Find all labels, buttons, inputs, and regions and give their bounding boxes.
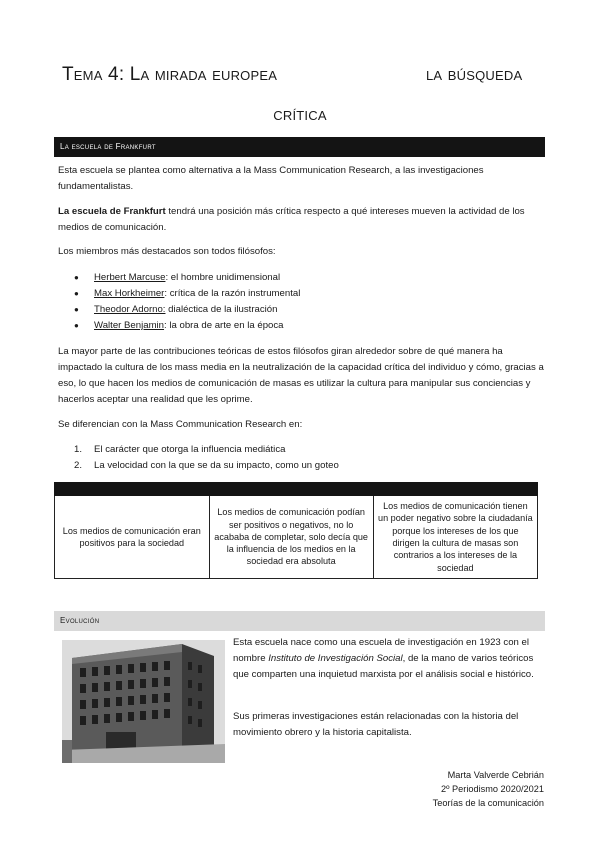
- table-cell: Los medios de comunicación tienen un poder negativo sobre la ciudadanía porque los intereses de los que dirigen la cultura de masas son contrarios a los intereses de la sociedad: [373, 496, 537, 579]
- member-name-link[interactable]: Max Horkheimer: [94, 288, 165, 299]
- table-cell: Los medios de comunicación eran positivos para la sociedad: [55, 496, 210, 579]
- member-name-link[interactable]: Walter Benjamin: [94, 320, 165, 331]
- bold-school-name: La escuela de Frankfurt: [58, 206, 166, 217]
- differences-list: [74, 442, 339, 474]
- comparison-table: [54, 482, 538, 579]
- paragraph-members-intro: Los miembros más destacados son todos filósofos:: [58, 246, 276, 257]
- bullet-icon: ●: [74, 289, 79, 298]
- paragraph-origin: [233, 635, 545, 683]
- origin-text-a: Esta escuela nace como una escuela de investigación en 1923 con el nombre: [233, 637, 530, 664]
- list-item: [74, 442, 339, 458]
- table-header-row: [55, 483, 538, 496]
- list-item: [74, 318, 300, 334]
- table-header-cell: [55, 483, 210, 496]
- section-heading-evolucion: Evolución: [54, 611, 545, 631]
- member-work: dialéctica de la ilustración: [165, 304, 278, 315]
- member-name-link[interactable]: Theodor Adorno:: [94, 304, 166, 315]
- section-heading-frankfurt: La escuela de Frankfurt: [54, 137, 545, 157]
- bullet-icon: ●: [74, 321, 79, 330]
- members-list: [74, 270, 300, 334]
- list-item: [74, 270, 300, 286]
- building-photo-image: [62, 640, 225, 763]
- bullet-icon: ●: [74, 305, 79, 314]
- table-header-cell: [373, 483, 537, 496]
- building-photo: [62, 640, 225, 763]
- footer-author: Marta Valverde Cebrián: [447, 770, 544, 780]
- list-item: [74, 302, 300, 318]
- page-title-part3: crítica: [273, 104, 327, 125]
- paragraph-contributions: La mayor parte de las contribuciones teóricas de estos filósofos giran alrededor sobre de qué manera ha impactado la cultura de los mass media en la neutralización de la capacidad crítica del individuo y cómo, gracias a eso, lo que hacen los medios de comunicación de masas es utilizar la cultura para manipular sus conciencias y hacerlos aceptar una realidad que les oprime.: [58, 346, 544, 405]
- member-work: : crítica de la razón instrumental: [164, 288, 301, 299]
- bullet-icon: ●: [74, 273, 79, 282]
- origin-text-b: , de la mano de varios teóricos que comparten una inquietud marxista por el análisis social e histórico.: [233, 653, 534, 680]
- member-name-link[interactable]: Herbert Marcuse: [94, 272, 166, 283]
- footer-subject: Teorías de la comunicación: [432, 798, 544, 808]
- list-number: 1.: [74, 444, 83, 455]
- list-number: 2.: [74, 460, 83, 471]
- member-work: : el hombre unidimensional: [165, 272, 281, 283]
- paragraph-first-research: Sus primeras investigaciones están relacionadas con la historia del movimiento obrero y la historia capitalista.: [233, 711, 519, 738]
- member-work: : la obra de arte en la época: [164, 320, 284, 331]
- difference-text: La velocidad con la que se da su impacto, como un goteo: [94, 460, 339, 471]
- list-item: [74, 458, 339, 474]
- page-title-part1: Tema 4: La mirada europea: [62, 64, 278, 85]
- paragraph-differences-intro: Se diferencian con la Mass Communication Research en:: [58, 419, 303, 430]
- paragraph-intro: Esta escuela se plantea como alternativa a la Mass Communication Research, a las investigaciones fundamentalistas.: [58, 165, 484, 192]
- paragraph-position: [58, 204, 546, 236]
- table-header-cell: [209, 483, 373, 496]
- list-item: [74, 286, 300, 302]
- page-title-part2: la búsqueda: [426, 64, 523, 85]
- table-cell: Los medios de comunicación podían ser positivos o negativos, no lo acababa de completar, solo decía que la influencia de los medios en la sociedad era absoluta: [209, 496, 373, 579]
- table-row: [55, 496, 538, 579]
- footer-course: 2º Periodismo 2020/2021: [441, 784, 544, 794]
- paragraph-position-text: tendrá una posición más crítica respecto a qué intereses mueven la actividad de los medios de comunicación.: [58, 206, 525, 233]
- difference-text: El carácter que otorga la influencia mediática: [94, 444, 286, 455]
- institute-name: Instituto de Investigación Social: [268, 653, 403, 664]
